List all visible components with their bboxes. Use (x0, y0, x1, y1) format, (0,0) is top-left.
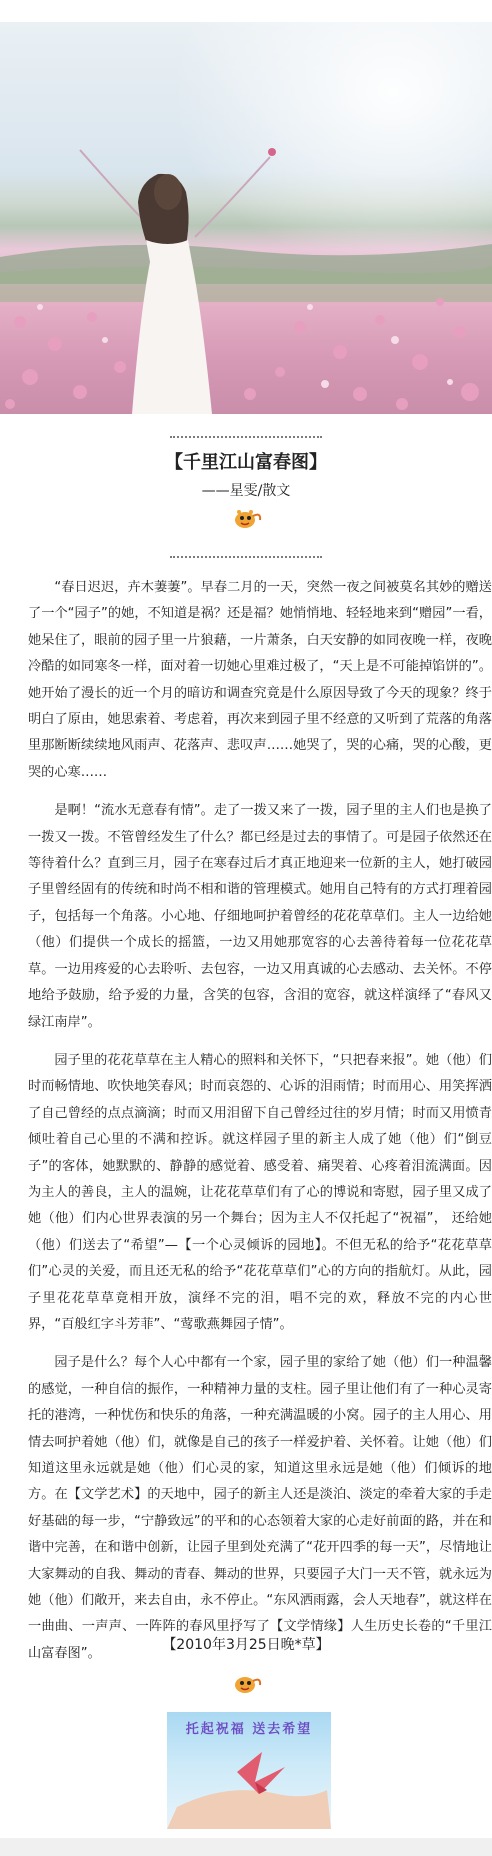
top-divider (170, 436, 322, 438)
emoticon-icon (231, 508, 263, 530)
blessing-text: 托起祝福 送去希望 (185, 1722, 313, 1737)
emoticon-icon-2 (231, 1673, 263, 1695)
blessing-image (167, 1712, 331, 1829)
bottom-divider (170, 556, 322, 558)
author-byline: ——星雯/散文 (201, 483, 291, 499)
article-title: 【千里江山富春图】 (165, 452, 327, 473)
hero-photo (0, 22, 492, 414)
paragraph-2: 是啊！“流水无意春有情”。走了一拨又来了一拨，园子里的主人们也是换了一拨又一拨。不管曾经发生了什么？都已经是过去的事情了。可是园子依然还在等待着什么？直到三月，园子在寒春过后才真正地迎来一位新的主人，她打破园子里曾经固有的传统和时尚不相和谐的管理模式。她用自己特有的方式打理着园子，包括每一个角落。小心地、仔细地呵护着曾经的花花草草们。主人一边给她（他）们提供一个成长的摇篮，一边又用她那宽容的心去善待着每一位花花草草。一边用疼爱的心去聆听、去包容，一边又用真诚的心去感动、去关怀。不停地给予鼓励，给予爱的力量，含笑的包容，含泪的宽容，就这样演绎了“春风又绿江南岸”。 (28, 803, 492, 1030)
paragraph-1: “春日迟迟，卉木萋萋”。早春二月的一天，突然一夜之间被莫名其妙的赠送了一个“园子”的她，不知道是祸？还是福？她悄悄地、轻轻地来到“赠园”一看，她呆住了，眼前的园子里一片狼藉，一片萧条，白天安静的如同夜晚一样，夜晚冷酷的如同寒冬一样，面对着一切她心里难过极了，“天上是不可能掉馅饼的”。她开始了漫长的近一个月的暗访和调查究竟是什么原因导致了今天的现象？终于明白了原由，她思索着、考虑着，再次来到园子里不经意的又听到了荒落的角落里那断断续续地风雨声、花落声、悲叹声……她哭了，哭的心痛，哭的心酸，更哭的心寒…… (28, 580, 492, 780)
article-body (28, 575, 492, 1679)
paragraph-4: 园子是什么？每个人心中都有一个家，园子里的家给了她（他）们一种温馨的感觉，一种自信的振作，一种精神力量的支柱。园子里让他们有了一种心灵寄托的港湾，一种忧伤和快乐的角落，一种充满温暖的小窝。园子的主人用心、用情去呵护着她（他）们，就像是自己的孩子一样爱护着、关怀着。让她（他）们知道这里永远就是她（他）们心灵的家，知道这里永远是她（他）们倾诉的地方。在【文学艺术】的天地中，园子的新主人还是淡泊、淡定的牵着大家的手走好基础的每一步，“宁静致远”的平和的心态领着大家的心走好前面的路，并在和谐中完善，在和谐中创新，让园子里到处充满了“花开四季的每一天”，尽情地让大家舞动的自我、舞动的青春、舞动的世界，只要园子大门一天不管，就永远为她（他）们敞开，来去自由，永不停止。“东风洒雨露，会人天地春”，就这样在一曲曲、一声声、一阵阵的春风里抒写了【文学情缘】人生历史长卷的“千里江山富春图”。 (28, 1355, 492, 1661)
footer-bar (0, 1838, 492, 1856)
hero-illustration (0, 22, 492, 414)
paragraph-3: 园子里的花花草草在主人精心的照料和关怀下，“只把春来报”。她（他）们时而畅情地、吹快地笑春风；时而哀怨的、心诉的泪雨情；时而用心、用笑挥洒了自己曾经的点点滴滴；时而又用泪留下自己曾经过往的岁月情；时而又用愤青倾吐着自己心里的不满和控诉。就这样园子里的新主人成了她（他）们“倒豆子”的客体，她默默的、静静的感觉着、感受着、痛哭着、心疼着泪流满面。因为主人的善良，主人的温婉，让花花草草们有了心的博说和寄慰，园子里又成了她（他）们内心世界表演的另一个舞台；因为主人不仅托起了“祝福”， 还给她（他）们送去了“希望”—【一个心灵倾诉的园地】。不但无私的给予“花花草草们”心灵的关爱，而且还无私的给予“花花草草们”心的方向的指航灯。从此，园子里花花草草竟相开放，演绎不完的泪，唱不完的欢，释放不完的内心世界，“百般红字斗芳菲”、“莺歌燕舞园子情”。 (28, 1052, 492, 1332)
date-signature: 【2010年3月25日晚*草】 (162, 1637, 330, 1653)
